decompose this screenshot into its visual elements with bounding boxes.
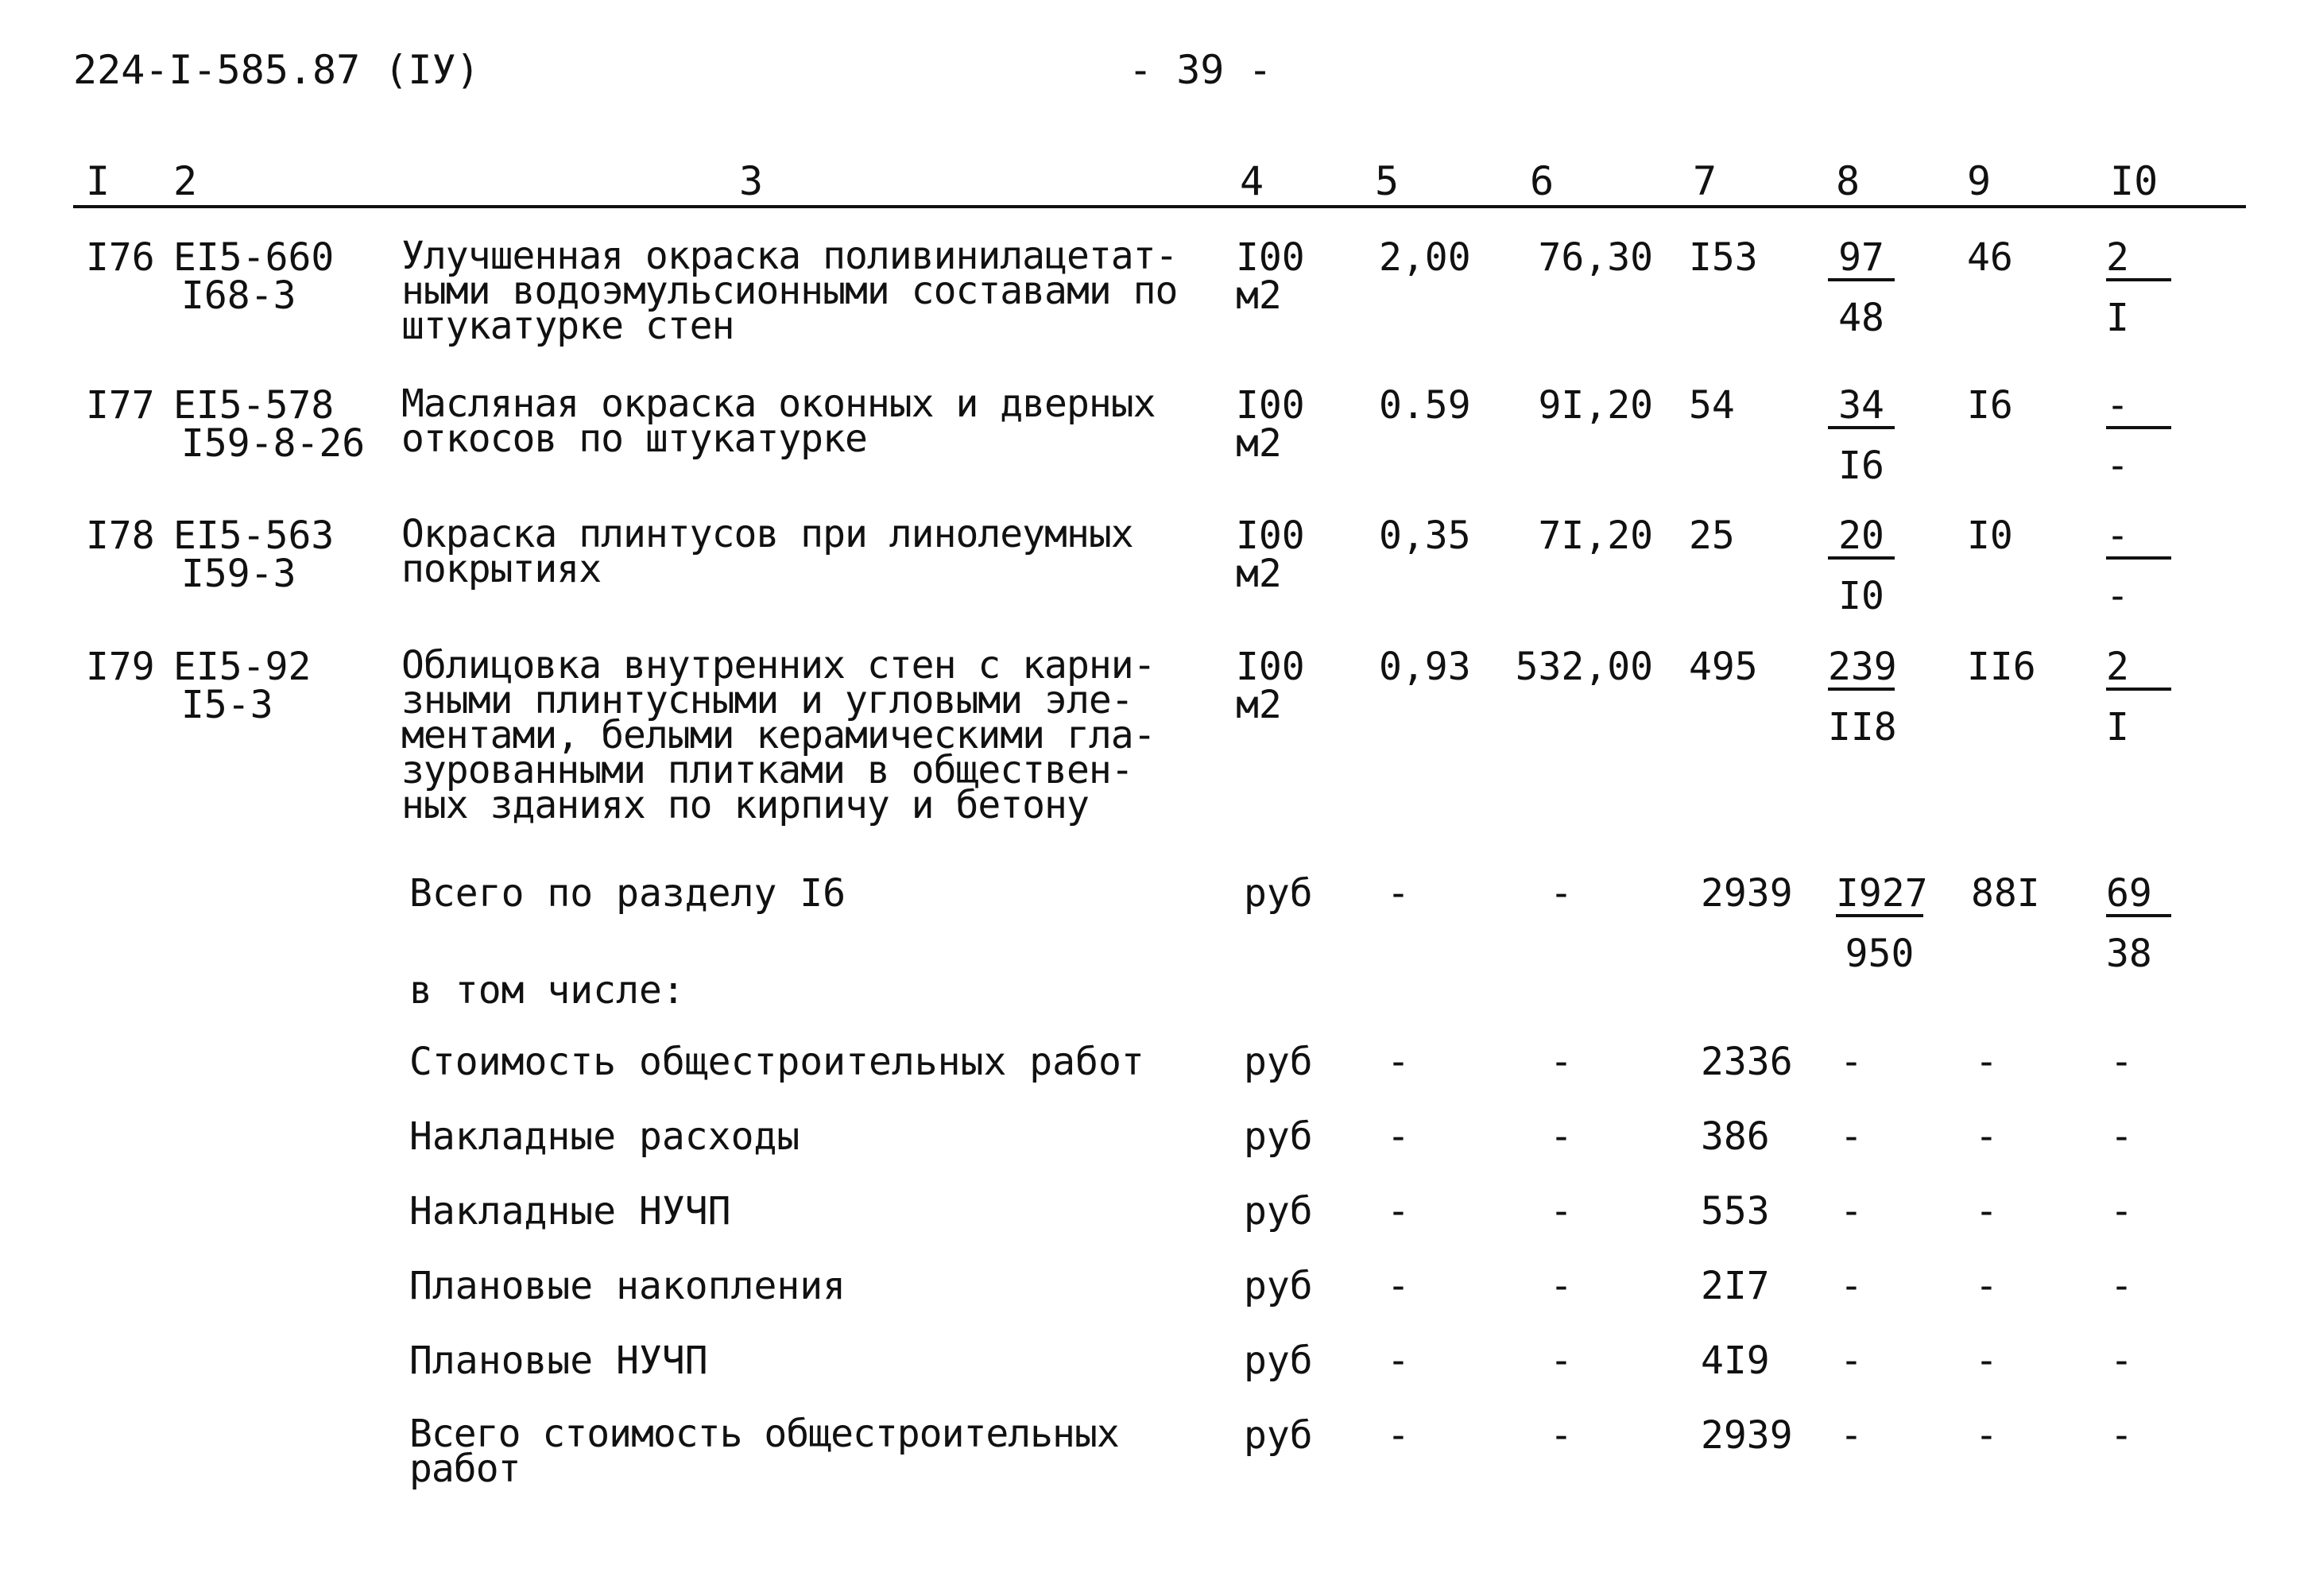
quantity: - [1387, 871, 1410, 916]
col-head-1: I [86, 158, 110, 204]
quantity: - [1387, 1040, 1410, 1084]
col9-value: I0 [1967, 513, 2013, 558]
summary-label: Накладные НУЧП [409, 1189, 731, 1234]
col9-value: - [1975, 1264, 1998, 1308]
rate-code [173, 235, 335, 318]
quantity: - [1387, 1114, 1410, 1159]
col8-bottom: II8 [1828, 705, 1897, 750]
quantity: - [1387, 1338, 1410, 1383]
unit: руб [1244, 1040, 1313, 1084]
col8-bottom: I6 [1838, 444, 1884, 488]
work-description: Улучшенная окраска поливинилацетат-ными водоэмульсионными составами по штукатурке стен [401, 234, 1178, 348]
summary-label: Накладные расходы [409, 1114, 800, 1159]
quantity: - [1387, 1264, 1410, 1308]
unit-line2: м2 [1236, 552, 1282, 596]
unit-price: - [1550, 1264, 1573, 1308]
unit-price: - [1550, 1114, 1573, 1159]
unit-price: - [1550, 1189, 1573, 1234]
unit [1236, 235, 1305, 318]
col10-bottom: - [2106, 574, 2129, 618]
unit [1236, 383, 1305, 466]
unit-line2: м2 [1236, 273, 1282, 318]
quantity: 0.59 [1379, 383, 1471, 428]
col-head-5: 5 [1375, 158, 1400, 204]
col9-value: - [1975, 1413, 1998, 1458]
unit-price: 9I,20 [1538, 383, 1653, 428]
col10-top: - [2106, 386, 2171, 429]
unit-line1: I00 [1236, 645, 1305, 689]
col-head-10: I0 [2110, 158, 2159, 204]
total-cost: 25 [1689, 513, 1735, 558]
unit: руб [1244, 1338, 1313, 1383]
quantity: - [1387, 1189, 1410, 1234]
col10-top: - [2106, 517, 2171, 560]
total-cost: 2939 [1701, 871, 1793, 916]
col-head-3: 3 [739, 158, 764, 204]
col8-fraction [1828, 383, 1895, 488]
col10-bottom: 38 [2106, 932, 2152, 976]
col10-top: 2 [2106, 648, 2171, 691]
column-headers [0, 159, 2300, 208]
rate-code [173, 513, 335, 596]
col10-value: - [2110, 1413, 2133, 1458]
col8-value: - [1840, 1264, 1863, 1308]
col9-value: I6 [1967, 383, 2013, 428]
col10-value: - [2110, 1040, 2133, 1084]
quantity: - [1387, 1413, 1410, 1458]
col10-top: 69 [2106, 874, 2171, 917]
col-head-2: 2 [173, 158, 198, 204]
col8-bottom: 48 [1838, 296, 1884, 340]
total-cost: 495 [1689, 645, 1758, 689]
col8-fraction [1828, 235, 1895, 340]
work-description: Окраска плинтусов при линолеумных покрытиях [401, 512, 1133, 591]
unit: руб [1244, 1189, 1313, 1234]
col10-fraction [2106, 513, 2178, 618]
rate-code-line2: I5-3 [181, 683, 273, 727]
work-description: Масляная окраска оконных и дверных откосов по штукатурке [401, 382, 1156, 461]
unit-price: 7I,20 [1538, 513, 1653, 558]
col8-top: 20 [1828, 517, 1895, 560]
summary-label: Всего стоимость общестроительных работ [409, 1412, 1119, 1491]
col10-value: - [2110, 1338, 2133, 1383]
col9-value: - [1975, 1189, 1998, 1234]
quantity: 2,00 [1379, 235, 1471, 280]
unit-price: - [1550, 871, 1573, 916]
quantity: 0,35 [1379, 513, 1471, 558]
col8-bottom: 950 [1845, 932, 1915, 976]
unit-line1: I00 [1236, 235, 1305, 280]
col10-top: 2 [2106, 238, 2171, 281]
col8-top: 97 [1828, 238, 1895, 281]
col8-value: - [1840, 1338, 1863, 1383]
col9-value: - [1975, 1114, 1998, 1159]
total-cost: 386 [1701, 1114, 1770, 1159]
col-head-6: 6 [1530, 158, 1555, 204]
col-head-4: 4 [1240, 158, 1264, 204]
rate-code-line2: I68-3 [181, 273, 296, 318]
summary-label: Плановые накопления [409, 1264, 846, 1308]
col9-value: - [1975, 1338, 1998, 1383]
summary-label: Плановые НУЧП [409, 1338, 708, 1383]
col8-fraction [1828, 645, 1897, 750]
col8-value: - [1840, 1413, 1863, 1458]
col9-value: - [1975, 1040, 1998, 1084]
row-number: I79 [86, 645, 155, 689]
unit-line2: м2 [1236, 421, 1282, 466]
col-head-9: 9 [1967, 158, 1992, 204]
rate-code [173, 383, 366, 466]
col10-bottom: - [2106, 444, 2129, 488]
unit: руб [1244, 1114, 1313, 1159]
col8-value: - [1840, 1189, 1863, 1234]
total-cost: I53 [1689, 235, 1758, 280]
unit [1236, 513, 1305, 596]
rate-code [173, 645, 312, 727]
unit-line1: I00 [1236, 383, 1305, 428]
rate-code-line1: EI5-660 [173, 235, 335, 280]
col10-fraction [2106, 383, 2178, 488]
col10-value: - [2110, 1189, 2133, 1234]
col10-fraction [2106, 645, 2178, 750]
col9-value: 46 [1967, 235, 2013, 280]
col10-bottom: I [2106, 705, 2129, 750]
unit-line2: м2 [1236, 683, 1282, 727]
row-number: I78 [86, 513, 155, 558]
page-number: - 39 - [1129, 47, 1272, 93]
quantity: 0,93 [1379, 645, 1471, 689]
col9-value: 88I [1971, 871, 2040, 916]
col8-top: I927 [1836, 871, 1928, 916]
total-cost: 54 [1689, 383, 1735, 428]
total-cost: 2336 [1701, 1040, 1793, 1084]
col10-value: - [2110, 1114, 2133, 1159]
col8-value: - [1840, 1040, 1863, 1084]
work-description: Облицовка внутренних стен с карни-зными плинтусными и угловыми эле-ментами, белыми керамическими гла-зурованными плитками в обществен-ных зданиях по кирпичу и бетону [401, 643, 1156, 827]
col8-top: 34 [1828, 386, 1895, 429]
including-label: в том числе: [409, 968, 685, 1013]
col8-top: 239 [1828, 645, 1897, 689]
unit-price: 76,30 [1538, 235, 1653, 280]
col-head-7: 7 [1693, 158, 1717, 204]
section-total-label: Всего по разделу I6 [409, 871, 846, 916]
document-code: 224-I-585.87 (IУ) [73, 47, 480, 93]
col8-value: - [1840, 1114, 1863, 1159]
total-cost: 4I9 [1701, 1338, 1770, 1383]
col10-value: - [2110, 1264, 2133, 1308]
col10-bottom: I [2106, 296, 2129, 340]
col9-value: II6 [1967, 645, 2036, 689]
col8-fraction [1828, 513, 1895, 618]
header-rule [73, 205, 2246, 208]
rate-code-line2: I59-8-26 [181, 421, 366, 466]
col10-fraction [2106, 235, 2178, 340]
col8-fraction [1836, 871, 1928, 976]
unit-price: - [1550, 1040, 1573, 1084]
col10-fraction [2106, 871, 2178, 976]
unit: руб [1244, 1264, 1313, 1308]
total-cost: 553 [1701, 1189, 1770, 1234]
rate-code-line1: EI5-92 [173, 645, 312, 689]
col8-bottom: I0 [1838, 574, 1884, 618]
row-number: I77 [86, 383, 155, 428]
unit-price: 532,00 [1515, 645, 1653, 689]
unit-price: - [1550, 1338, 1573, 1383]
total-cost: 2I7 [1701, 1264, 1770, 1308]
unit-price: - [1550, 1413, 1573, 1458]
summary-label: Стоимость общестроительных работ [409, 1040, 1144, 1084]
row-number: I76 [86, 235, 155, 280]
col-head-8: 8 [1836, 158, 1861, 204]
unit: руб [1244, 1413, 1313, 1458]
total-cost: 2939 [1701, 1413, 1793, 1458]
rate-code-line2: I59-3 [181, 552, 296, 596]
rate-code-line1: EI5-578 [173, 383, 335, 428]
unit [1236, 645, 1305, 727]
unit-line1: I00 [1236, 513, 1305, 558]
rate-code-line1: EI5-563 [173, 513, 335, 558]
unit: руб [1244, 871, 1313, 916]
